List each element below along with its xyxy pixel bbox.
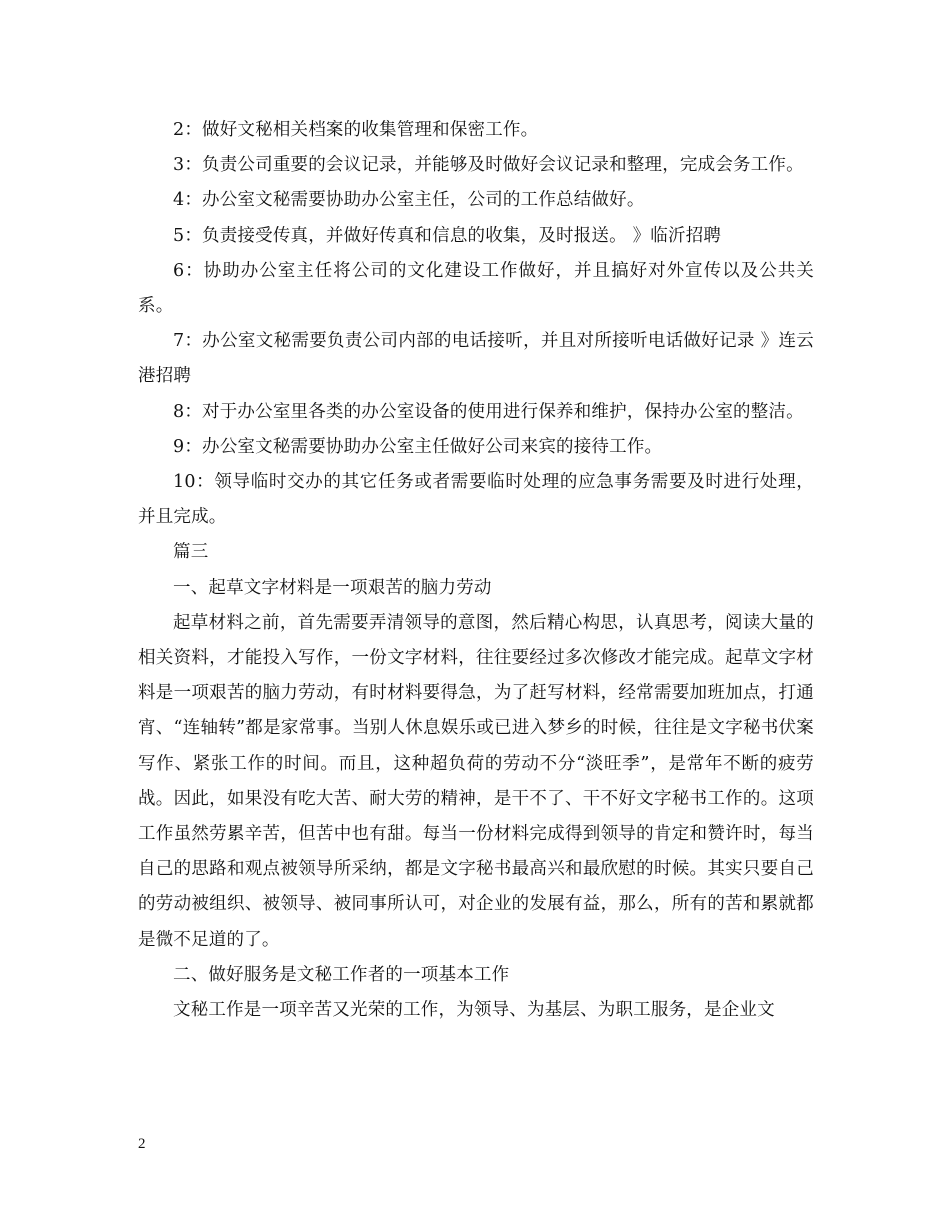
subheading-drafting-materials: 一、起草文字材料是一项艰苦的脑力劳动 (173, 577, 492, 598)
paragraph-item-3: 3：负责公司重要的会议记录，并能够及时做好会议记录和整理，完成会务工作。 (173, 155, 804, 176)
paragraph-item-8: 8：对于办公室里各类的办公室设备的使用进行保养和维护，保持办公室的整洁。 (173, 401, 804, 422)
subheading-service-work: 二、做好服务是文秘工作者的一项基本工作 (173, 964, 510, 985)
paragraph-service-work: 文秘工作是一项辛苦又光荣的工作，为领导、为基层、为职工服务，是企业文 (173, 1000, 775, 1021)
document-body (138, 113, 814, 1028)
paragraph-item-9: 9：办公室文秘需要协助办公室主任做好公司来宾的接待工作。 (173, 436, 663, 457)
paragraph-item-4: 4：办公室文秘需要协助办公室主任，公司的工作总结做好。 (173, 190, 645, 211)
paragraph-item-2: 2：做好文秘相关档案的收集管理和保密工作。 (173, 120, 539, 140)
paragraph-item-5: 5：负责接受传真，并做好传真和信息的收集，及时报送。 》临沂招聘 (173, 225, 722, 246)
paragraph-item-7: 7：办公室文秘需要负责公司内部的电话接听，并且对所接听电话做好记录 》连云港招聘 (138, 331, 814, 387)
page-number: 2 (138, 1136, 146, 1152)
section-heading-part-three: 篇三 (173, 542, 209, 563)
paragraph-drafting-materials: 起草材料之前，首先需要弄清领导的意图，然后精心构思，认真思考，阅读大量的相关资料，才能投入写作，一份文字材料，往往要经过多次修改才能完成。起草文字材料是一项艰苦的脑力劳动，有时材料要得急，为了赶写材料，经常需要加班加点，打通宵、“连轴转”都是家常事。当别人休息娱乐或已进入梦乡的时候，往往是文字秘书伏案写作、紧张工作的时间。而且，这种超负荷的劳动不分“淡旺季”，是常年不断的疲劳战。因此，如果没有吃大苦、耐大劳的精神，是干不了、干不好文字秘书工作的。这项工作虽然劳累辛苦，但苦中也有甜。每当一份材料完成得到领导的肯定和赞许时，每当自己的思路和观点被领导所采纳，都是文字秘书最高兴和最欣慰的时候。其实只要自己的劳动被组织、被领导、被同事所认可，对企业的发展有益，那么，所有的苦和累就都是微不足道的了。 (138, 612, 814, 950)
paragraph-item-6: 6：协助办公室主任将公司的文化建设工作做好，并且搞好对外宣传以及公共关系。 (138, 260, 814, 317)
paragraph-item-10: 10：领导临时交办的其它任务或者需要临时处理的应急事务需要及时进行处理，并且完成。 (138, 472, 814, 528)
